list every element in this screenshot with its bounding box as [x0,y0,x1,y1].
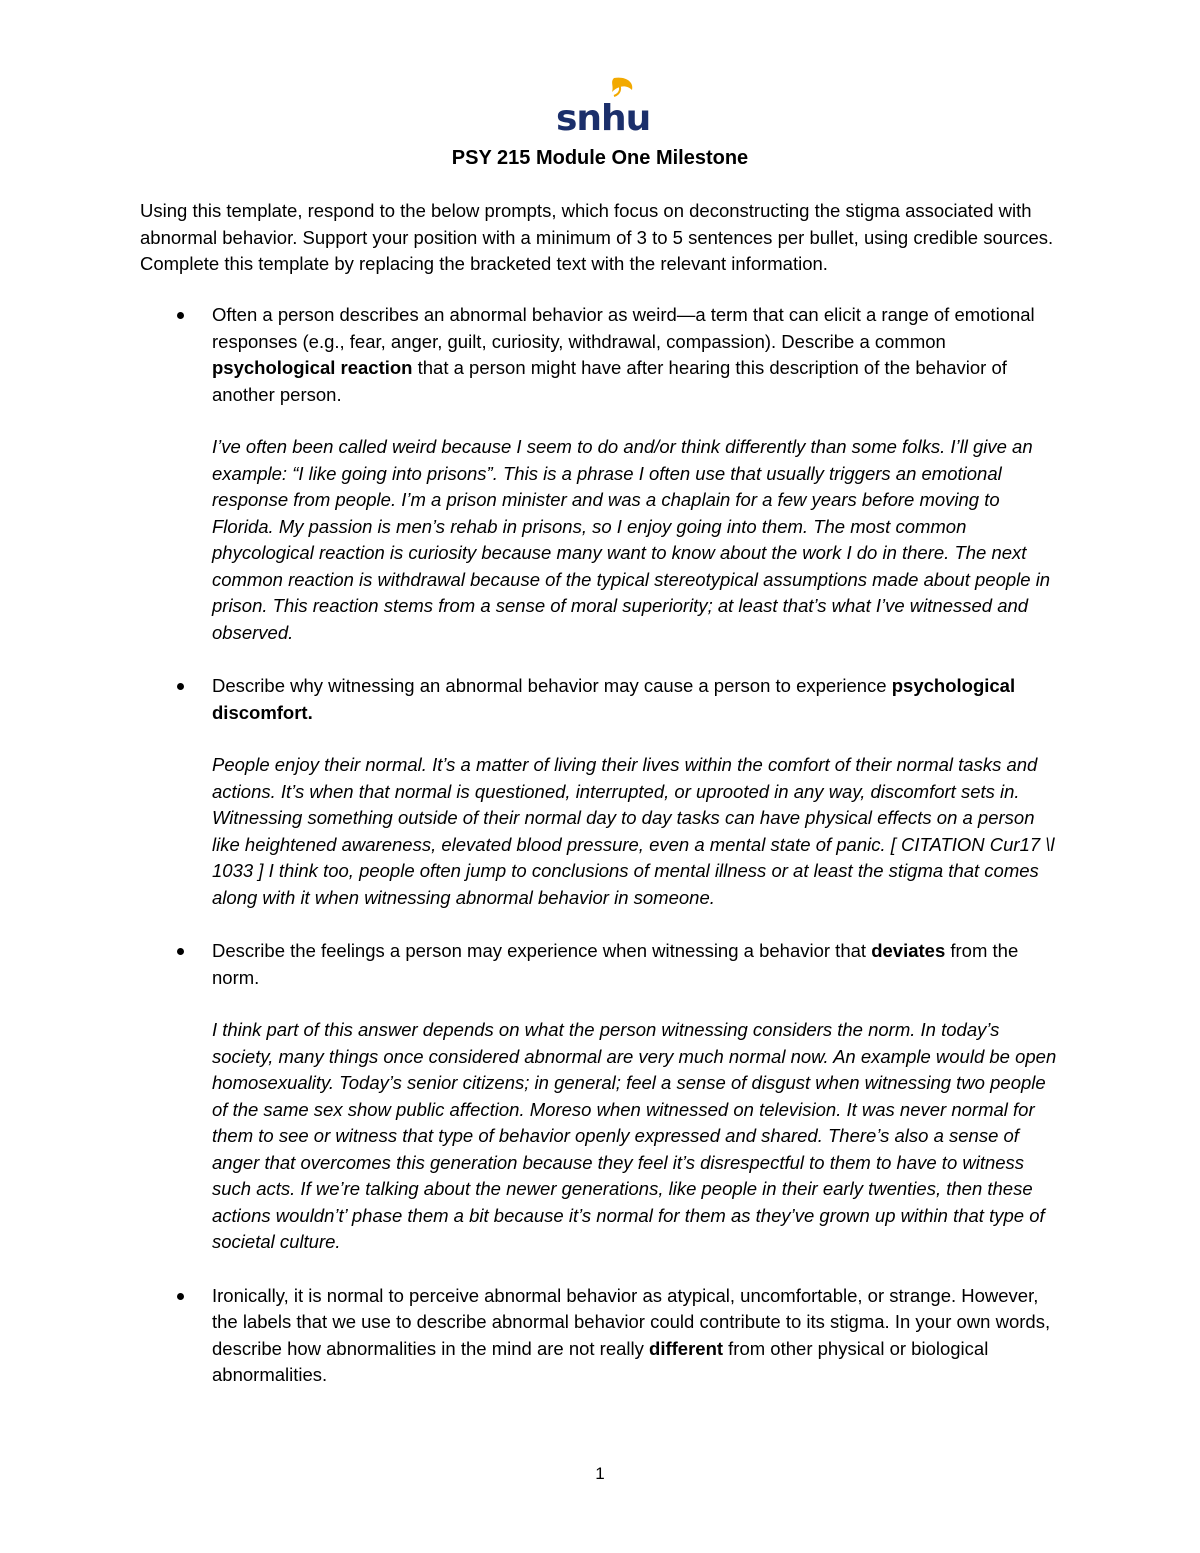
bullet-icon [177,1293,184,1300]
answer-text: People enjoy their normal. It’s a matter of living their lives within the comfort of their normal tasks and actions. It’s when that normal is questioned, interrupted, or uprooted in any way, discomfort sets in. Witnessing something outside of their normal day to day tasks can have physical effects on a person like heightened awareness, elevated blood pressure, even a mental state of panic. [ CITATION Cur17 \l 1033 ] I think too, people often jump to conclusions of mental illness or at least the stigma that comes along with it when witnessing abnormal behavior in someone. [212,754,1055,908]
bullet-icon [177,683,184,690]
snhu-logo [556,74,651,139]
answer-text: I’ve often been called weird because I seem to do and/or think differently than some folks. I’ll give an example: “I like going into prisons”. This is a phrase I often use that usually triggers an emotional response from people. I’m a prison minister and was a chaplain for a few years before moving to Florida. My passion is men’s rehab in prisons, so I enjoy going into them. The most common phycological reaction is curiosity because many want to know about the work I do in there. The next common reaction is withdrawal because of the typical stereotypical assumptions made about people in prison. This reaction stems from a sense of moral superiority; at least that’s what I’ve witnessed and observed. [212,436,1051,643]
bullet-icon [177,948,184,955]
prompt-text [212,673,1064,726]
prompt-text-end: that a person might have after hearing this description of the behavior of another person. [212,357,1007,405]
prompt-keyword: different [649,1337,724,1359]
prompt-text-start: Ironically, it is normal to perceive abnormal behavior as atypical, uncomfortable, or strange. However, the labels that we use to describe abnormal behavior could contribute to its stigma. In your own words, describe how abnormalities in the mind are not really [212,1284,1051,1359]
document-title: PSY 215 Module One Milestone [451,147,749,169]
prompt-text-start: Describe the feelings a person may experience when witnessing a behavior that [212,940,872,961]
list-item [140,1283,1064,1389]
answer-text: I think part of this answer depends on what the person witnessing considers the norm. In today’s society, many things once considered abnormal are very much normal now. An example would be open homosexuality. Today’s senior citizens; in general; feel a sense of disgust when witnessing two people of the same sex show public affection. Moreso when witnessed on television. It was never normal for them to see or witness that type of behavior openly expressed and shared. There’s also a sense of anger that overcomes this generation because they feel it’s disrespectful to them to have to witness such acts. If we’re talking about the newer generations, like people in their early twenties, then these actions wouldn’t’ phase them a bit because it’s normal for them as they’ve grown up within that type of societal culture. [212,1019,1057,1252]
prompt-text-end: from other physical or biological abnormalities. [212,1337,989,1385]
prompt-list [140,302,1064,1389]
svg-text:snhu: snhu [556,98,651,139]
prompt-text-start: Often a person describes an abnormal behavior as weird—a term that can elicit a range of emotional responses (e.g., fear, anger, guilt, curiosity, withdrawal, compassion). Describe a common [212,304,1035,352]
prompt-text [212,938,1064,991]
prompt-text-start: Describe why witnessing an abnormal behavior may cause a person to experience [212,675,892,696]
prompt-text [212,1283,1064,1389]
prompt-keyword: psychological discomfort [212,675,1016,723]
prompt-keyword: deviates [871,940,946,961]
list-item [140,302,1064,646]
prompt-text-end: from the norm. [212,940,1019,988]
prompt-text-end: . [307,701,313,723]
page-number: 1 [595,1464,605,1483]
intro-paragraph [140,198,1064,278]
prompt-keyword: psychological reaction [212,357,413,378]
bullet-icon [177,312,184,319]
list-item [140,673,1064,911]
intro-text: Using this template, respond to the below prompts, which focus on deconstructing the stigma associated with abnormal behavior. Support your position with a minimum of 3 to 5 sentences per bullet, using credible sources. Complete this template by replacing the bracketed text with the relevant information. [140,200,1054,274]
prompt-text [212,302,1064,408]
list-item [140,938,1064,1256]
